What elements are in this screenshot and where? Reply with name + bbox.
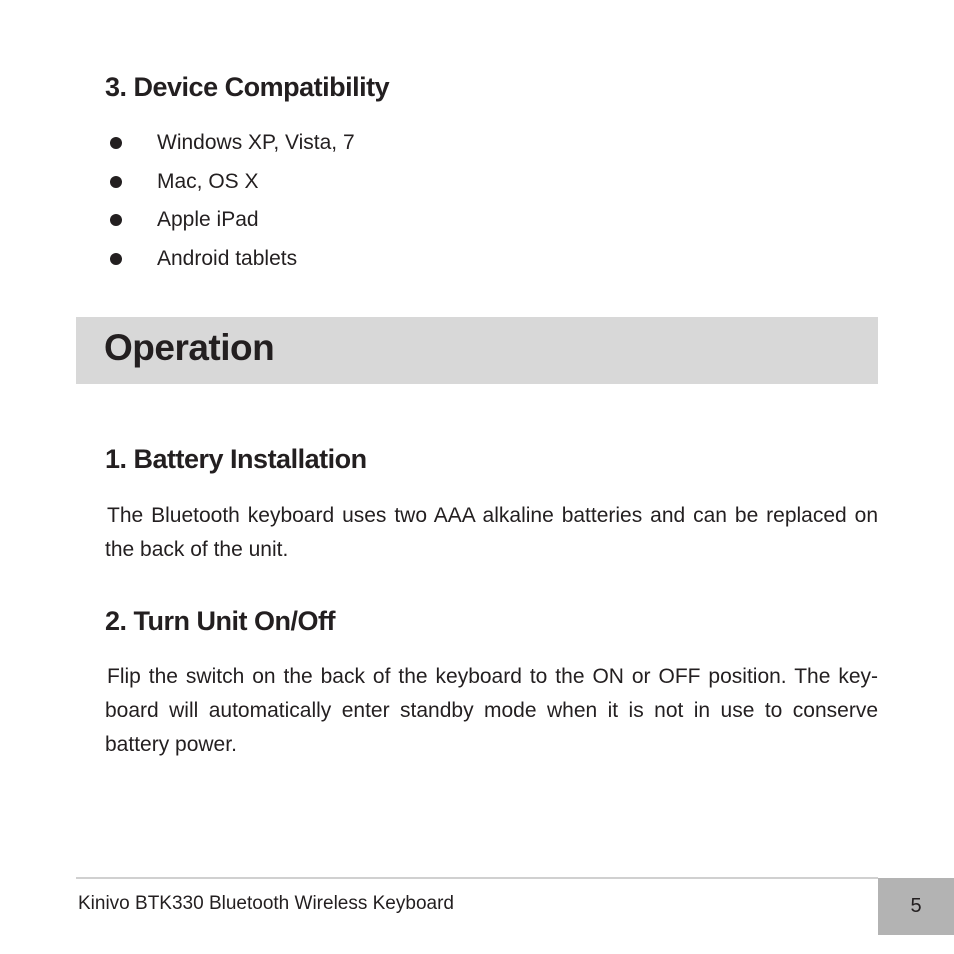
list-item [110, 124, 355, 163]
footer-divider [76, 877, 878, 879]
section-banner [76, 317, 878, 384]
compatibility-heading: 3. Device Compatibility [105, 72, 390, 102]
battery-paragraph: The Bluetooth keyboard uses two AAA alkaline batteries and can be replaced on the back of the unit. [105, 504, 878, 561]
power-heading: 2. Turn Unit On/Off [105, 606, 335, 636]
footer-title: Kinivo BTK330 Bluetooth Wireless Keyboard [78, 893, 454, 914]
bullet-icon [110, 137, 122, 149]
page-title: Operation [104, 327, 275, 368]
list-item [110, 201, 259, 240]
bullet-icon [110, 214, 122, 226]
list-item-text: Apple iPad [157, 208, 259, 232]
list-item-text: Android tablets [157, 246, 298, 270]
list-item-text: Mac, OS X [157, 169, 259, 193]
list-item [110, 163, 259, 202]
bullet-icon [110, 253, 122, 265]
list-item-text: Windows XP, Vista, 7 [157, 131, 355, 155]
bullet-icon [110, 176, 122, 188]
list-item [110, 240, 298, 279]
power-paragraph: Flip the switch on the back of the keyboard to the ON or OFF position. The key-board will automatically enter standby mode when it is not in use to conserve battery power. [105, 665, 878, 756]
battery-heading: 1. Battery Installation [105, 444, 367, 474]
compatibility-list [110, 124, 355, 278]
page-number: 5 [878, 878, 954, 935]
